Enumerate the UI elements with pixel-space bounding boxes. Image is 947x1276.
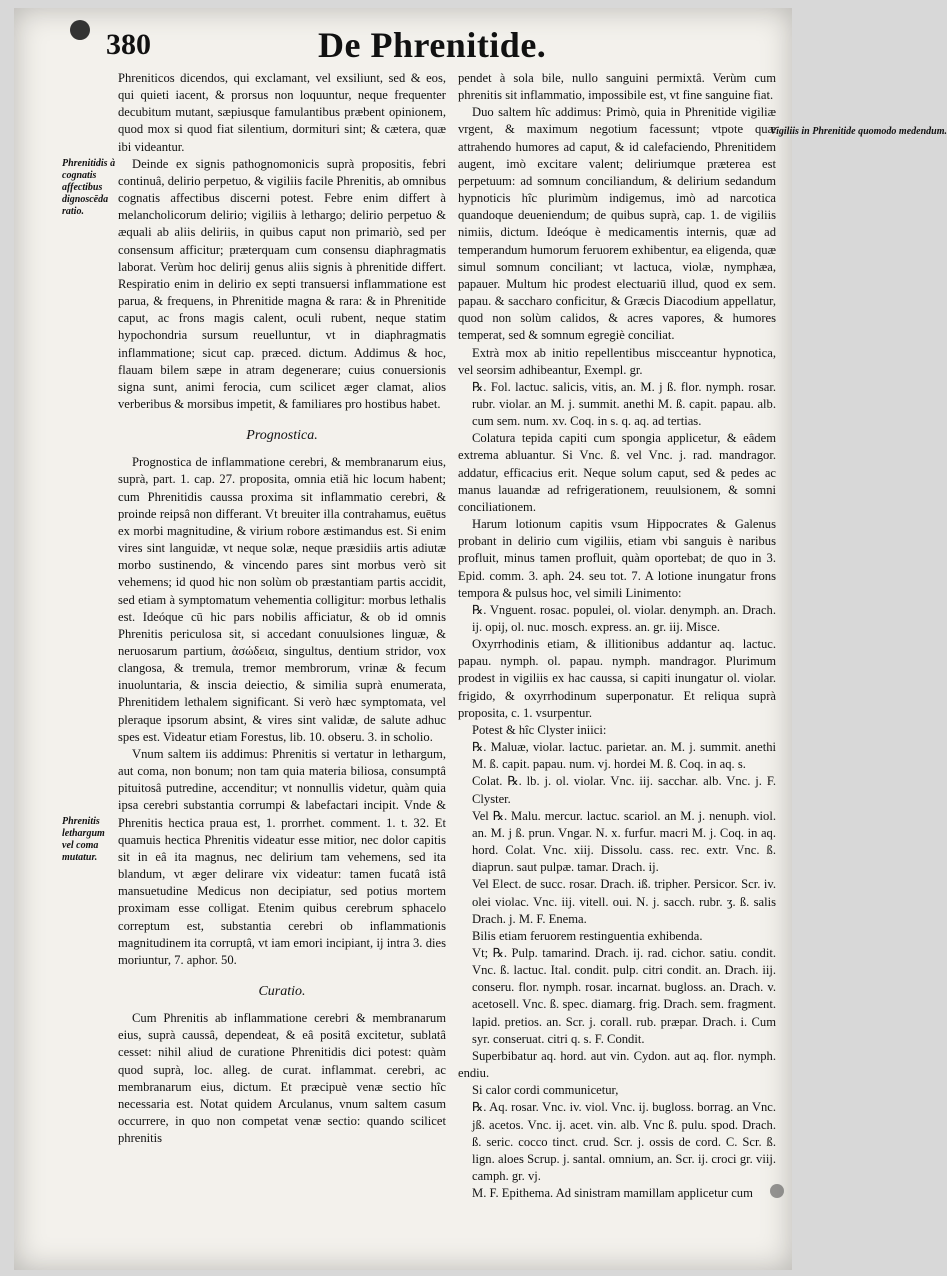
binding-hole-mark <box>70 20 90 40</box>
recipe-entry: Vel Elect. de succ. rosar. Drach. iß. tripher. Persicor. Scr. iv. olei violac. Vnc. iij. vitell. oui. N. j. sacch. rubr. ʒ. ß. salis Drach. j. M. F. Enema. <box>472 877 776 926</box>
left-paragraph: Deinde ex signis pathognomonicis suprà propositis, febri continuâ, delirio perpetuo, & vigiliis facile Phrenitis, ab omnibus cognatis affectibus discerni potest. Febre enim differt à melancholicorum delirio; vigiliis à lethargo; delirio perpetuo & æquali ab aliis deliriis, in quibus caput non primariò, sed per consensum afficitur; præterquam cum consensu diaphragmatis laborat. Verùm hoc delirij genus aliis signis à phrenitide differt. Respiratio enim in delirio ex septi transuersi inflammatione est parua, & frequens, in Phrenitide magna & rara: & in Phrenitide caput, ac frons magis calent, oculi rubent, neque statim hypochondria sursum reuelluntur, vt in diaphragmatis inflammatione; sicut cap. præced. dictum. Addimus & hoc, flauam bilem sæpe in atram degenerare; cuius conuersionis signa sunt, animi ferocia, cum scilicet æger clamat, alios verberibus & morsibus impetit, & familiares pro hostibus habet. <box>118 156 446 411</box>
left-column <box>118 70 446 1147</box>
section-heading-curatio: Curatio. <box>258 983 306 999</box>
section-heading-prognostica: Prognostica. <box>246 428 318 444</box>
right-paragraph: Superbibatur aq. hord. aut vin. Cydon. aut aq. flor. nymph. endiu. <box>458 1048 776 1081</box>
left-paragraph: Cum Phrenitis ab inflammatione cerebri & membranarum eius, suprà caussâ, dependeat, & eâ positâ excitetur, sublatâ cesset: nihil aliud de curatione Phrenitidis dici potest: quàm quod suprà, loc. alleg. de curat. inflammat. cerebri, ac membranarum eius, dictum. Et præcipuè venæ sectio hîc necessaria est. Notat quidem Arculanus, vnum saltem casum occurrere, in quo non competat venæ sectio: quando scilicet phrenitis <box>118 1011 446 1146</box>
right-paragraph: Duo saltem hîc addimus: Primò, quia in Phrenitide vigiliæ vrgent, & maximum negotium facessunt; vtpote quæ attrahendo humores ad caput, & id calefaciendo, Phrenitidem augent, imò excitare valent; deliriumque præterea est perpetuum: ad somnum conciliandum, & delirium sedandum hypnoticis hîc plurimùm indigemus, imò ad narcotica quandoque deueniendum; de quibus suprà, cap. 1. de vigiliis nimiis, dictum. Ideóque è medicamentis internis, quæ ad temperandum humorum feruorem exhibentur, ea eligenda, quæ simul somnum conciliant; vt lactuca, violæ, nymphæa, papauer. Multum hic prodest electuariū illud, quod ex sem. papau. & saccharo conficitur, & Græcis Diacodium appellatur, quod non solùm calidos, & acres vapores, & humores temperat, sed & somnum egregiè conciliat. <box>458 105 776 343</box>
margin-note-vigils: Vigiliis in Phrenitide quomodo medendum. <box>770 126 947 137</box>
left-paragraph: Vnum saltem iis addimus: Phrenitis si vertatur in lethargum, aut coma, non bonum; non tam quia materia biliosa, consumptâ pituitosâ putredine, accenditur; vt nonnullis videtur, quàm quia ipsa cerebri substantia corrumpi & labefactari incipit. Vnde & Phrenitis hectica praua est, 1. prorrhet. comment. 1. t. 32. Et quamuis hectica Phrenitis videatur esse mitior, nec dolor capitis sit in eâ ita magnus, nec delirium tam vehemens, sed ita blandum, vt æger delirare vix videatur: tamen fucatâ istâ mansuetudine Medicus non decipiatur, sed potius mortem proximam esse colligat. Etenim quibus cerebrum sphacelo correptum est, substantia cerebri ob inflammationis magnitudinem ita corruptâ, vt iam emori incipiant, ij intra 3. dies moriuntur, 7. aphor. 50. <box>118 746 446 967</box>
recipe-entry: ℞. Fol. lactuc. salicis, vitis, an. M. j ß. flor. nymph. rosar. rubr. violar. an M. j. summit. anethi M. ß. capit. papau. alb. cum sem. num. xv. Coq. in s. q. aq. ad tertias. <box>472 379 776 429</box>
recipe-entry: ℞. Vnguent. rosac. populei, ol. violar. denymph. an. Drach. ij. opij, ol. nuc. mosch. express. an. gr. iij. Misce. <box>472 602 776 634</box>
right-paragraph: Si calor cordi communicetur, <box>472 1083 619 1098</box>
margin-note-lethargy: Phrenitis lethargum vel coma mutatur. <box>62 816 105 863</box>
recipe-entry: Colat. ℞. lb. j. ol. violar. Vnc. iij. sacchar. alb. Vnc. j. F. Clyster. <box>472 774 776 806</box>
recipe-entry: ℞. Aq. rosar. Vnc. iv. viol. Vnc. ij. bugloss. borrag. an Vnc. jß. acetos. Vnc. ij. acet. vin. alb. Vnc ß. pulu. spod. Drach. ß. seric. cocco tinct. crud. Scr. j. ossis de cord. C. Scr. ß. lign. aloes Scrup. j. santal. omnium, an. Scr. ij. croci gr. viij. camph. gr. vj. <box>472 1100 776 1183</box>
recipe-entry: Vt; ℞. Pulp. tamarind. Drach. ij. rad. cichor. satiu. condit. Vnc. ß. lactuc. Ital. condit. pulp. citri condit. an. Drach. iij. conseru. flor. nymph. rosar. incarnat. bugloss. an. Drach. v. acetosell. Vnc. ß. spec. diamarg. frig. Drach. sem. fragment. lapid. pretios. an. Scr. j. corall. rub. præpar. Drach. i. Cum syr. conseruat. citri q. s. F. Condit. <box>472 945 776 1046</box>
recipe-entry: Vel ℞. Malu. mercur. lactuc. scariol. an M. j. nenuph. viol. an. M. j ß. prun. Vngar. N. x. furfur. macri M. j. Coq. in aq. hord. Colat. Vnc. xiij. Dissolu. cass. rec. extr. Vnc. ß. diaprun. saut pulpæ. tamar. Drach. ij. <box>472 808 776 875</box>
recipe-entry: ℞. Maluæ, violar. lactuc. parietar. an. M. j. summit. anethi M. ß. capit. papau. num. vj. hordei M. ß. Coq. in aq. s. <box>472 740 776 772</box>
running-head: De Phrenitide. <box>318 25 547 65</box>
right-paragraph: Harum lotionum capitis vsum Hippocrates & Galenus probant in delirio cum vigiliis, etiam vbi sanguis è naribus profluit, minus tamen profluit, quàm oportebat; de quo in 3. Epid. comm. 3. aph. 24. seu tot. 7. A lotione inungatur frons tempora & pulsus hoc, vel simili Linimento: <box>458 517 776 600</box>
right-paragraph: Oxyrrhodinis etiam, & illitionibus addantur aq. lactuc. papau. nymph. ol. papau. nymph. mandragor. Plurimum prodest in vigiliis ex hac caussa, si capiti inungatur ol. violar. frigido, & oxyrrhodinum superponatur. Et reliqua suprà proposita, c. 1. vsurpentur. <box>458 637 776 720</box>
right-paragraph: Potest & hîc Clyster iniici: <box>472 722 607 737</box>
right-paragraph: Colatura tepida capiti cum spongia applicetur, & eâdem extrema abluantur. Si Vnc. ß. vel Vnc. j. rad. mandragor. addatur, efficacius erit. Neque solum caput, sed & pedes ac manus lauandæ ad refrigerationem, reuulsionem, & somni conciliationem. <box>458 431 776 514</box>
margin-note-diagnosis: Phrenitidis à cognatis affectibus dignoscēda ratio. <box>62 158 116 217</box>
right-paragraph: M. F. Epithema. Ad sinistram mamillam applicetur cum <box>472 1186 753 1201</box>
right-column <box>458 70 776 1202</box>
right-paragraph: Bilis etiam feruorem restinguentia exhibenda. <box>472 928 703 943</box>
right-paragraph: Extrà mox ab initio repellentibus miscceantur hypnotica, vel seorsim adhibeantur, Exempl. gr. <box>458 345 776 377</box>
left-paragraph: Prognostica de inflammatione cerebri, & membranarum eius, suprà, part. 1. cap. 27. proposita, omnia etiã hic locum habent; cum Phrenitidis caussa proxima sit inflammatio cerebri, & proinde reipsâ non differant. Vt breuiter illa contrahamus, euētus ex morbi magnitudine, & virium robore æstimandus est. Si enim vires sint languidæ, vt neque solæ, neque præsidiis artis adiutæ morbo sustinendo, & vincendo pares sint morbus verò sit vehemens; id quod hic non solùm ob præstantiam partis accidit, sed etiam à symptomatum vehementia colligitur: morbus lethalis est. Ideóque cū hic pars nobilis afficiatur, & ob id omnis Phrenitis periculosa sit, si accedant conuulsiones linguæ, & neruosarum partium, ἀσώδεια, singultus, dentium stridor, vox clangosa, & tremula, tremor membrorum, vrinæ & fecum inuoluntaria, & inscia deiectio, & similia suprà enumerata, Phrenitidem lethalem significant. Si verò hæc symptomata, vel pleraque ipsorum absint, & vires sint validæ, de salute adhuc spes est. Videatur etiam Forestus, lib. 10. obseru. 3. in scholio. <box>118 455 446 744</box>
right-paragraph: pendet à sola bile, nullo sanguini permixtâ. Verùm cum phrenitis sit inflammatio, impossibile est, vt fine sanguine fiat. <box>458 71 776 103</box>
page-number: 380 <box>106 28 151 61</box>
left-paragraph: Phreniticos dicendos, qui exclamant, vel exsiliunt, sed & eos, qui quieti iacent, & prorsus non loquuntur, neque frequenter decubitum mutant, sæpiusque famulantibus præbent opinionem, quod mox si quod fiat silentium, dormituri sint; & cætera, quæ ibi videantur. <box>118 71 446 154</box>
